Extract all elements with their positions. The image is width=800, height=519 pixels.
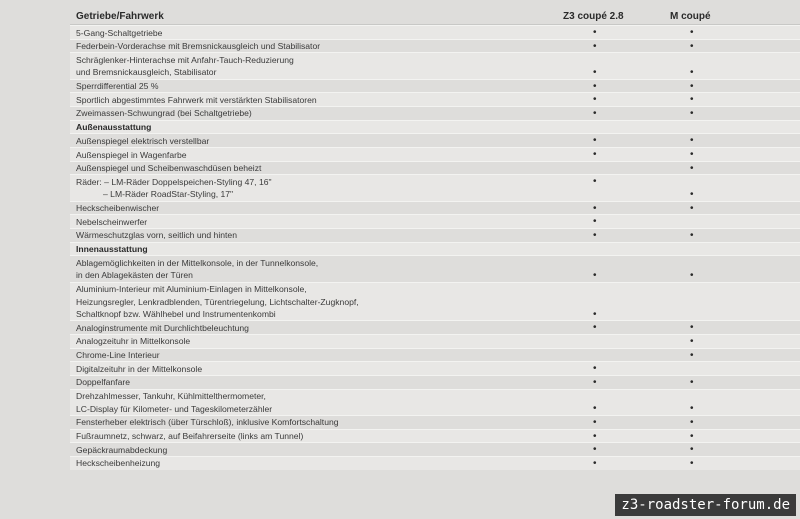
table-row <box>70 39 800 53</box>
m-coupe-availability-dot: • <box>690 40 694 52</box>
table-row <box>70 147 800 161</box>
z3-coupe-availability-dot: • <box>593 66 597 78</box>
table-row <box>70 201 800 215</box>
m-coupe-availability-dot: • <box>690 444 694 456</box>
m-coupe-availability-dot: • <box>690 27 694 38</box>
feature-label: Drehzahlmesser, Tankuhr, Kühlmittelthermometer, <box>76 391 266 402</box>
feature-label: – LM-Räder RoadStar-Styling, 17" <box>103 189 234 200</box>
feature-label: LC-Display für Kilometer- und Tageskilometerzähler <box>76 403 273 414</box>
z3-coupe-availability-dot: • <box>593 444 597 456</box>
m-coupe-availability-dot: • <box>690 162 694 174</box>
table-row <box>70 25 800 39</box>
table-row <box>70 375 800 389</box>
feature-label: Doppelfanfare <box>76 377 130 388</box>
m-coupe-availability-dot: • <box>690 269 694 281</box>
feature-label: Fensterheber elektrisch (über Türschloß), inklusive Komfortschaltung <box>76 417 339 428</box>
m-coupe-availability-dot: • <box>690 416 694 428</box>
table-row <box>70 174 800 200</box>
table-row <box>70 228 800 242</box>
z3-coupe-availability-dot: • <box>593 40 597 52</box>
feature-label: Zweimassen-Schwungrad (bei Schaltgetriebe) <box>76 108 252 119</box>
feature-label: Nebelscheinwerfer <box>76 216 148 227</box>
table-row <box>70 79 800 93</box>
m-coupe-availability-dot: • <box>690 229 694 241</box>
z3-coupe-availability-dot: • <box>593 135 597 147</box>
z3-coupe-availability-dot: • <box>593 107 597 119</box>
feature-label: Chrome-Line Interieur <box>76 350 160 361</box>
z3-coupe-availability-dot: • <box>593 416 597 428</box>
section-title: Innenausstattung <box>76 244 148 255</box>
m-coupe-availability-dot: • <box>690 376 694 388</box>
m-coupe-availability-dot: • <box>690 94 694 106</box>
table-row <box>70 255 800 281</box>
feature-label: Außenspiegel elektrisch verstellbar <box>76 135 210 146</box>
feature-label: Digitalzeituhr in der Mittelkonsole <box>76 363 203 374</box>
z3-coupe-availability-dot: • <box>593 457 597 469</box>
z3-coupe-availability-dot: • <box>593 149 597 160</box>
table-row <box>70 442 800 456</box>
table-row <box>70 361 800 375</box>
table-row <box>70 348 800 362</box>
feature-label: Sportlich abgestimmtes Fahrwerk mit verstärkten Stabilisatoren <box>76 94 317 105</box>
m-coupe-availability-dot: • <box>690 403 694 415</box>
z3-coupe-availability-dot: • <box>593 403 597 415</box>
m-coupe-availability-dot: • <box>690 322 694 334</box>
m-coupe-availability-dot: • <box>690 202 694 214</box>
table-row <box>70 133 800 147</box>
m-coupe-availability-dot: • <box>690 66 694 78</box>
table-row <box>70 161 800 175</box>
z3-coupe-availability-dot: • <box>593 27 597 38</box>
feature-label: in den Ablagekästen der Türen <box>76 270 193 281</box>
table-row <box>70 334 800 348</box>
section-title: Außenausstattung <box>76 122 152 133</box>
feature-label: 5-Gang-Schaltgetriebe <box>76 27 163 38</box>
z3-coupe-availability-dot: • <box>593 80 597 92</box>
m-coupe-availability-dot: • <box>690 457 694 469</box>
table-row <box>70 389 800 415</box>
table-row <box>70 92 800 106</box>
z3-coupe-availability-dot: • <box>593 308 597 320</box>
table-row <box>70 52 800 78</box>
m-coupe-availability-dot: • <box>690 188 694 200</box>
section-header-row <box>70 120 800 134</box>
feature-label: Heckscheibenwischer <box>76 203 160 214</box>
feature-label: Ablagemöglichkeiten in der Mittelkonsole, in der Tunnelkonsole, <box>76 257 319 268</box>
m-coupe-availability-dot: • <box>690 430 694 442</box>
feature-label: Wärmeschutzglas vorn, seitlich und hinten <box>76 230 237 241</box>
feature-label: Federbein-Vorderachse mit Bremsnickausgleich und Stabilisator <box>76 41 321 52</box>
feature-label: Schaltknopf bzw. Wählhebel und Instrumentenkombi <box>76 309 276 319</box>
table-row <box>70 282 800 321</box>
feature-label: Fußraumnetz, schwarz, auf Beifahrerseite (links am Tunnel) <box>76 431 304 441</box>
feature-label: Außenspiegel und Scheibenwaschdüsen beheizt <box>76 163 262 174</box>
table-row <box>70 429 800 443</box>
feature-label: Gepäckraumabdeckung <box>76 444 168 455</box>
table-row <box>70 106 800 120</box>
z3-coupe-availability-dot: • <box>593 322 597 334</box>
feature-label: Analoginstrumente mit Durchlichtbeleuchtung <box>76 322 249 333</box>
feature-label: Sperrdifferential 25 % <box>76 81 159 92</box>
section-header-row <box>70 242 800 256</box>
section-title-getriebe: Getriebe/Fahrwerk <box>76 11 164 22</box>
feature-label: Heizungsregler, Lenkradblenden, Türentriegelung, Lichtschalter-Zugknopf, <box>76 296 359 307</box>
table-row <box>70 415 800 429</box>
m-coupe-availability-dot: • <box>690 149 694 160</box>
z3-coupe-availability-dot: • <box>593 430 597 442</box>
m-coupe-availability-dot: • <box>690 349 694 361</box>
m-coupe-availability-dot: • <box>690 80 694 92</box>
feature-label: und Bremsnickausgleich, Stabilisator <box>76 67 217 78</box>
z3-coupe-availability-dot: • <box>593 363 597 375</box>
m-coupe-availability-dot: • <box>690 335 694 347</box>
z3-coupe-availability-dot: • <box>593 229 597 241</box>
table-row <box>70 320 800 334</box>
feature-label: Schräglenker-Hinterachse mit Anfahr-Tauch-Reduzierung <box>76 54 294 65</box>
column-header-z3-coupe: Z3 coupé 2.8 <box>563 11 624 22</box>
m-coupe-availability-dot: • <box>690 107 694 119</box>
feature-label: Analogzeituhr in Mittelkonsole <box>76 336 191 347</box>
table-row <box>70 456 800 470</box>
table-row <box>70 214 800 228</box>
feature-label: Räder: – LM-Räder Doppelspeichen-Styling 47, 16" <box>76 176 272 187</box>
feature-label: Heckscheibenheizung <box>76 458 161 469</box>
z3-coupe-availability-dot: • <box>593 94 597 106</box>
column-header-m-coupe: M coupé <box>670 11 711 22</box>
watermark: z3-roadster-forum.de <box>615 494 796 516</box>
z3-coupe-availability-dot: • <box>593 176 597 188</box>
z3-coupe-availability-dot: • <box>593 202 597 214</box>
z3-coupe-availability-dot: • <box>593 376 597 388</box>
z3-coupe-availability-dot: • <box>593 269 597 281</box>
feature-label: Außenspiegel in Wagenfarbe <box>76 149 187 160</box>
m-coupe-availability-dot: • <box>690 135 694 147</box>
spec-table <box>70 25 800 470</box>
feature-label: Aluminium-Interieur mit Aluminium-Einlagen in Mittelkonsole, <box>76 284 307 294</box>
z3-coupe-availability-dot: • <box>593 216 597 228</box>
